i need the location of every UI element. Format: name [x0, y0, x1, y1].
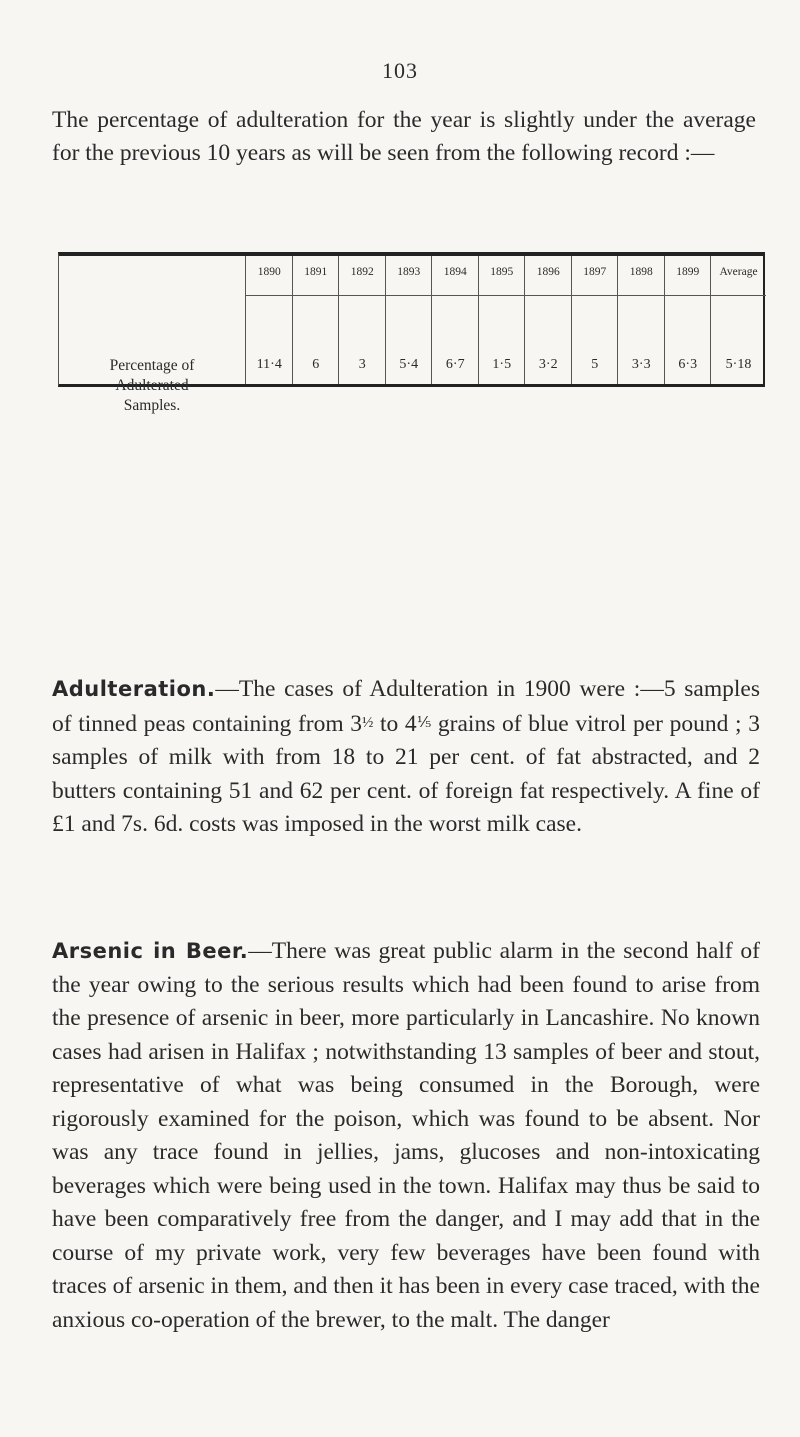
header-rule	[386, 295, 433, 296]
header-rule	[665, 295, 712, 296]
table-header-cell: 1895	[490, 266, 514, 278]
header-rule	[293, 295, 340, 296]
adulteration-text: grains of blue vitrol per pound ; 3 samples of milk with from 18 to 21 per cent. of fat abstracted, and 2 butters containing 51 and 62 per cent. of foreign fat respectively. A fine of £1 and 7s. 6d. costs was imposed in the worst milk case.	[52, 710, 761, 837]
table-value-cell: 3·2	[538, 357, 558, 372]
fraction: ½	[362, 714, 374, 731]
table-value-cell: 5·18	[725, 357, 752, 372]
header-rule	[432, 295, 479, 296]
row-label-line: Samples.	[123, 397, 181, 414]
header-rule	[479, 295, 526, 296]
arsenic-heading: Arsenic in Beer.	[52, 939, 249, 963]
table-column	[385, 256, 433, 384]
adulteration-record-table	[58, 252, 765, 414]
table-value-cell: 1·5	[492, 357, 512, 372]
table-header-cell: 1893	[397, 266, 421, 278]
table-header-cell: Average	[719, 266, 758, 278]
table-value-cell: 3·3	[631, 357, 651, 372]
table-column	[431, 256, 479, 384]
table-column	[338, 256, 386, 384]
row-label-line: Percentage of	[109, 357, 195, 374]
table-column	[245, 256, 293, 384]
arsenic-text: —There was great public alarm in the second half of the year owing to the serious results which had been found to arise from the presence of arsenic in beer, more particularly in Lancashire. No known cases had arisen in Halifax ; notwithstanding 13 samples of beer and stout, representative of what was being consumed in the Borough, were rigorously examined for the poison, which was found to be absent. Nor was any trace found in jellies, jams, glucoses and non-intoxicating beverages which were being used in the town. Halifax may thus be said to have been comparatively free from the danger, and I may add that in the course of my private work, very few beverages have been found with traces of arsenic in them, and then it has been in every case traced, with the anxious co-operation of the brewer, to the malt. The danger	[52, 938, 760, 1333]
table-column	[571, 256, 619, 384]
adulteration-text: —The cases of Adulteration in 1900 were :—5 samples of tinned peas containing from 3	[52, 676, 760, 737]
page-number: 103	[382, 58, 418, 83]
table-value-cell: 6	[312, 357, 320, 372]
table-header-cell: 1894	[443, 266, 467, 278]
adulteration-paragraph	[52, 673, 760, 842]
adulteration-heading: Adulteration.	[52, 677, 216, 701]
table-value-cell: 6·7	[445, 357, 465, 372]
header-rule	[711, 295, 766, 296]
table-header-cell: 1891	[304, 266, 328, 278]
table-column	[664, 256, 712, 384]
table-value-cell: 11·4	[256, 357, 282, 372]
table-column	[617, 256, 665, 384]
table-header-cell: 1890	[257, 266, 281, 278]
table-header-cell: 1892	[350, 266, 374, 278]
arsenic-paragraph	[52, 935, 760, 1337]
adulteration-text: to 4	[373, 710, 417, 737]
table-column	[710, 256, 766, 384]
table-value-cell: 3	[358, 357, 366, 372]
row-label-line: Adulterated	[115, 377, 189, 394]
table-row-label	[59, 356, 245, 416]
table-column	[478, 256, 526, 384]
table-value-cell: 6·3	[678, 357, 698, 372]
table-column	[292, 256, 340, 384]
table-header-cell: 1899	[676, 266, 700, 278]
table-header-cell: 1896	[536, 266, 560, 278]
table-header-cell: 1898	[629, 266, 653, 278]
table-value-cell: 5	[591, 357, 599, 372]
header-rule	[246, 295, 293, 296]
table-column	[524, 256, 572, 384]
table-header-cell: 1897	[583, 266, 607, 278]
fraction: ⅕	[416, 714, 432, 731]
header-rule	[525, 295, 572, 296]
header-rule	[339, 295, 386, 296]
table-value-cell: 5·4	[399, 357, 419, 372]
intro-paragraph: The percentage of adulteration for the year is slightly under the average for the previous 10 years as will be seen from the following record :—	[52, 107, 756, 166]
header-rule	[572, 295, 619, 296]
header-rule	[618, 295, 665, 296]
